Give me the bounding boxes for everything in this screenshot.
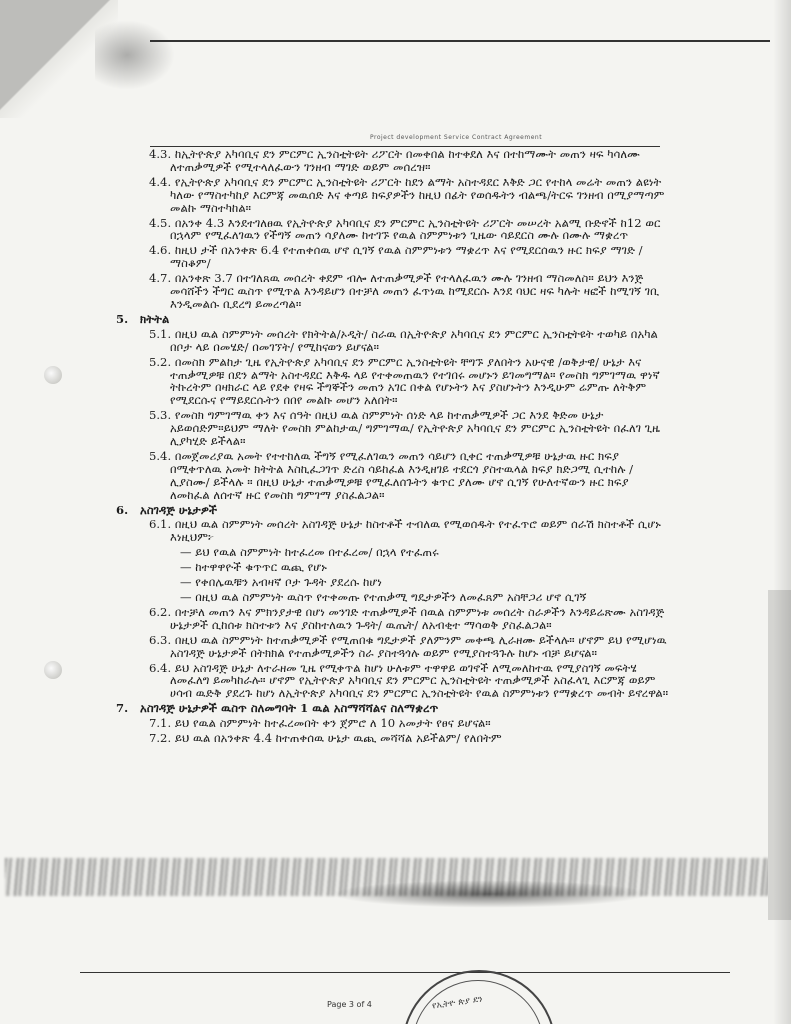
clause-4-3: 4.3. ከኢትዮጵያ አካባቢና ደን ምርምር ኢንስቲትዩት ሪፖርት በመቀበል ከተቀደለ እና በተከማሙት መጠን ዛፍ ካሳለሙ ለተጠቃሚዎች የሚተላለፈውን ገንዘብ ማገድ ወይም መሰረዝ። <box>149 147 640 174</box>
clause-6-1: 6.1. በዚህ ዉል ስምምነት መሰረት አስገዳጅ ሁኔታ ከስተቶች ተብለዉ የሚወሰዱት የተፈጥሮ ወይም ሰራሽ ክስተቶች ሲሆኑ እነዚህም፦ <box>149 517 661 545</box>
bullet-item: — በዚህ ዉል ስምምነት ዉስጥ የተቀመጡ የተጠቃሚ ግዴታዎችን ለመፈጸም አስቸጋሪ ሆኖ ሲገኝ <box>180 590 587 604</box>
clause-5-1: 5.1. በዚህ ዉል ስምምነት መሰረት የክትትል/ኦዲት/ ስራዉ በኢትዮጵያ አካባቢና ደን ምርምር ኢንስቲትዩት ተወካይ በአካል በቦታ ላይ በመሄድ/ በመገኘት/ የሚከናወን ይሆናል። <box>149 326 658 354</box>
clause-5-2: 5.2. በመስክ ምልከታ ጊዜ የኢትዮጵያ አካባቢና ደን ምርምር ኢንስቲትዩት ቸግኙ ያለበትን አሁናዊ /ወቅታዊ/ ሁኔታ እና ተጠቃሚዎቹ በደን ልማት አስተዳደር እቅዱ ላይ የተቀመጠዉን የተገበሩ መሆኑን ይገመግማል። የመስክ ግምገማዉ ዋነኛ ትኩረትም በዛክራር ላይ የደቀ የዛፍ ችግኞችን መጠን አገር በቀል የሆኑትን እና ያስሆኑትን እንዲሁም ሬምጡ ለትቅም የሚደርሱና የማይደርሱትን በበየ መልኩ መሆን አለበት። <box>149 354 660 408</box>
page-number: Page 3 of 4 <box>327 1000 372 1009</box>
clause-4-5: 4.5. በአንቀ 4.3 እንደተገለፀዉ የኢትዮጵያ አካባቢና ደን ምርምር ኢንስቲትዩት ሪፖርት መሠረት አልሚ ቡድኖች ከ12 ወር በኋላም የሚፈለገዉን የችግኝ መጠን ሳያለሙ ከተገኙ የዉል ስምምነቱን ጊዜው ሳይደርስ ሙሉ በሙሉ ማቋረጥ <box>149 215 661 243</box>
footer-rule <box>80 972 730 973</box>
clause-7-1: 7.1. ይህ የዉል ስምምነት ከተፈረመበት ቀን ጀምሮ ለ 10 አመታት የፀና ይሆናል። <box>149 716 491 731</box>
document-body <box>110 148 670 747</box>
clause-4-6: 4.6. ከዚህ ታች በአንቀጽ 6.4 የተጠቀሰዉ ሆኖ ሲገኝ የዉል ስምምነቱን ማቋረጥ እና የሚደርሰዉን ዙር ክፍያ ማገድ /ማስቆም/ <box>149 243 643 271</box>
clause-5-3: 5.3. የመስክ ግምገማዉ ቀን እና ሰዓት በዚህ ዉል ስምምነት ሰነድ ላይ ከተጠቃሚዎች ጋር እንደ ቅድመ ሁኔታ አይወሰድም።ይህም ማለት የመስክ ምልከታዉ/ ግምገማዉ/ የኢትዮጵያ አካባቢና ደን ምርምር ኢንስቲትዩት በፈለገ ጊዜ ሊያካሂድ ይችላል። <box>149 408 661 449</box>
section-7-heading: 7. አስገዳጅ ሁኔታዎች ዉስጥ ስለመግባት 1 ዉል አስማሻሻልና ስለማቋረጥ <box>116 701 439 716</box>
clause-6-4: 6.4. ይህ አስገዳጅ ሁኔታ ለተራዘመ ጊዜ የሚቀጥል ከሆነ ሁለቱም ተዋዋይ ወገኖች ለሚመለከተዉ የሚያስገኝ መፍትሄ ለመፈለግ ይመካከራሉ። ሆኖም የኢትዮጵያ አካባቢና ደን ምርምር ኢንስቲትዩት ተጠቃሚዎች አስፈላጊ እርምጃ ወይም ሀሳብ ዉድቅ ያደረጉ ከሆነ ለኢትዮጵያ አካባቢና ደን ምርምር ኢንስቲትዩት የዉል ስምምነቱን የማቋረጥ መብት ይኖረዋል። <box>149 660 669 701</box>
section-5-heading: 5. ክትትል <box>116 311 170 326</box>
punch-hole-bottom <box>44 661 62 679</box>
scan-noise-blot <box>330 880 650 908</box>
stamp-text: የኢትዮ ጵያ ደን <box>431 994 484 1012</box>
bullet-item: — ከተዋዋዮች ቁጥጥር ዉጪ የሆኑ <box>180 560 327 575</box>
clause-6-2: 6.2. በተቻለ መጠን እና ምክንያታዊ በሆነ መንገድ ተጠቃሚዎች በዉል ስምምነቱ መሰረት ስራዎችን እንዳይሬጽሙ አስገዳጅ ሁኔታዎች ሲከሰቱ ክስተቱን እና ያስከተለዉን ጉዳት/ ዉጤት/ ለአብቂተ ማሳወቅ ያስፈልጋል። <box>149 604 665 632</box>
bullet-item: — ይህ የዉል ስምምነት ከተፈረመ በተፈረመ/ በኋላ የተፈጠሩ <box>180 545 439 560</box>
clause-5-4: 5.4. በመጀመሪያዉ አመት የተተከለዉ ችግኝ የሚፈለገዉን መጠን ሳይሆን ቢቀር ተጠቃሚዎቹ ሁኔታዉ ዙር ክፍያ በሚቀጥለዉ አመት ክትትል እስኪፈጋገጥ ድረስ ሳይከፈል እንዲዘገይ ተደርጎ ያስተዉላል ክፍያ ክድጋሚ ሲተከሉ /ሊያስሙ/ ይችላሉ ። በዚህ ሁኔታ ተጠቃሚዎቹ የሚፈለሰጉትን ቁጥር ያለሙ ሆኖ ሲገኝ የሁለተኛውን ዙር ክፍያ ለመከፈል ለሰተኛ ዙር የመስክ ግምገማ ያስፈልጋል። <box>149 448 634 502</box>
running-header: Project development Service Contract Agreement <box>370 134 543 141</box>
bullet-item: — የቀበሌዉቹን አብዛኛ ቦታ ጉዳት ያደረሱ ከሆነ <box>180 575 382 590</box>
section-6-heading: 6. አስገዳጅ ሁኔታዎች <box>116 502 218 517</box>
clause-7-2: 7.2. ይህ ዉል በአንቀጽ 4.4 ከተጠቀሰዉ ሁኔታ ዉጪ መሻሻል አይችልም/ የለበትም <box>149 731 502 746</box>
scan-smudge <box>95 20 175 90</box>
top-rule <box>150 40 770 42</box>
clause-4-7: 4.7. በአንቀጽ 3.7 በተገለጸዉ መሰረት ቀደም ብሎ ለተጠቃሚዎች የተላለፈዉን ሙሉ ገንዘብ ማስመለስ። ይህን እንጅ መሳሸችን ችግር ዉስጥ የሚጥል እንዳይሆን በተቻለ መጠን ፈጥነዉ ከሚደርሱ እንደ ባህር ዛፍ ካሉት ዛፎች ከሚገኝ ገቢ እንዲመልሱ ቢደረግ ይመረጣል። <box>149 271 660 311</box>
clause-4-4: 4.4. የኢትዮጵያ አካባቢና ደን ምርምር ኢንስቲትዩት ሪፖርት ከደን ልማት አስተዳደር እቅድ ጋር የተከላ መሬት መጠን ልዩነት ካለው የማስተካከያ እርምጃ መዉሰድ እና ቀጣይ ክፍያዎችን ከዚህ በፊት የወሰዱትን ብልጫ/ትርፍ ገንዘብ በሚያማጣም መልኩ ማስተካከል። <box>149 174 665 215</box>
punch-hole-top <box>44 366 62 384</box>
clause-6-3: 6.3. በዚህ ዉል ስምምነት ከተጠቃሚዎች የሚጠበቁ ግዴታዎች ያለምንም መቀጫ ሊራዘሙ ይችላሉ። ሆኖም ይህ የሚሆነዉ አስገዳጅ ሁኔታዎች በትክክል የተጠቃሚዎችን ስራ ያስተጓጎሉ ወይም የሚያስተጓጉሉ ከሆኑ ብቻ ይሆናል። <box>149 632 667 660</box>
right-edge-shadow <box>773 0 791 1024</box>
